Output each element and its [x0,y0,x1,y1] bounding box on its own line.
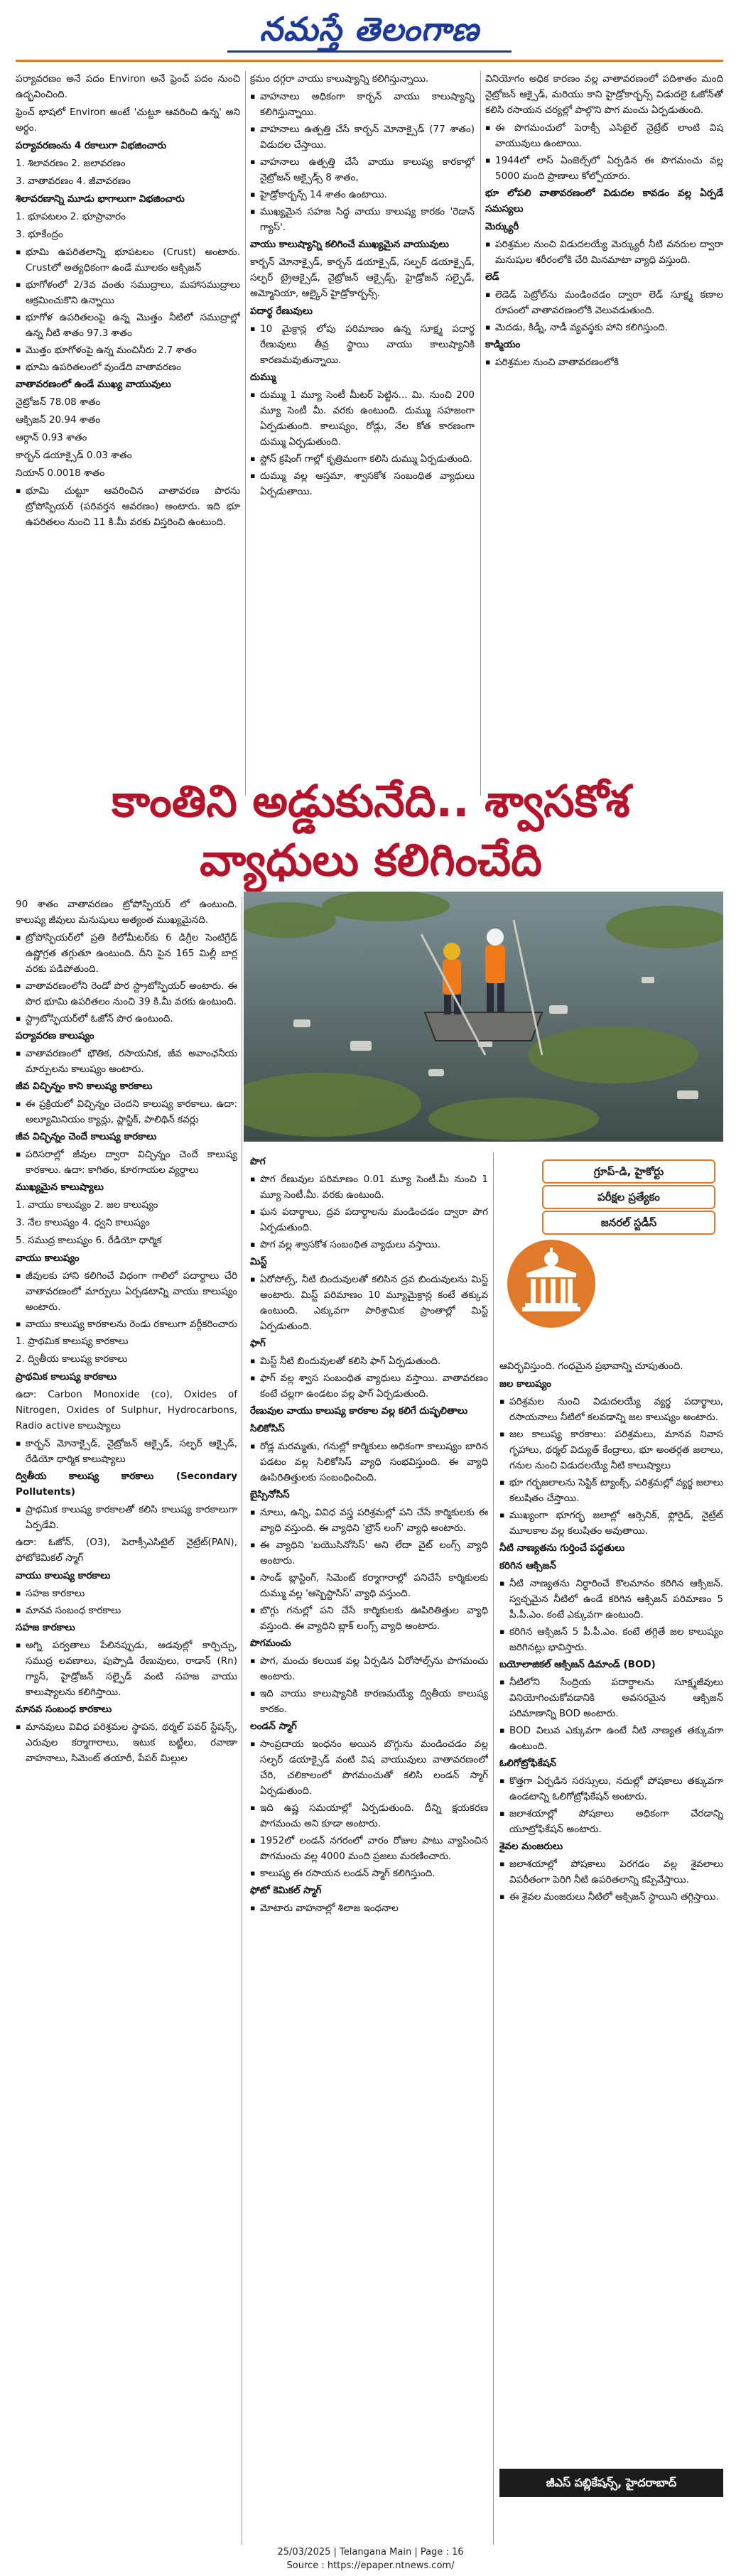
bullet-item: ▪ నూలు, ఉన్ని, వివిధ వస్త్ర పరిశ్రమల్లో పని చేసే కార్మికులకు ఈ వ్యాధి వస్తుంది. ఈ వ్యాధిని 'బ్రౌన్ లంగ్' వ్యాధి అంటారు. [250,1505,488,1536]
photo-illustration [244,892,723,1142]
bullet-item: ▪ వాతావరణంలోని రెండో పొర స్ట్రాటోస్ఫియర్ అంటారు. ఈ పొర భూమి ఉపరితలం నుంచి 39 కి.మీ వరకు ఉంటుంది. [16,978,237,1010]
bullet-item: ▪ భూగోళంలో 2/3వ వంతు సముద్రాలు, మహాసముద్రాలు ఆక్రమించుకొని ఉన్నాయి [16,277,240,308]
paragraph: క్రమం దగ్గరా వాయు కాలుష్యాన్ని కలిగిస్తున్నాయి. [250,73,429,85]
column-divider [480,71,481,796]
headline-line-1: కాంతిని అడ్డుకునేది.. శ్వాసకోశ [112,775,630,827]
section-heading: లెడ్ [485,271,499,283]
section-heading: పొగ [250,1156,266,1167]
bullet-item: ▪ భూమి చుట్టూ ఆవరించిన వాతావరణ పొరను ట్రోపోస్ఫియర్ (పరివర్తన ఆవరణం) అంటారు. ఇది భూ ఉపరితలం నుంచి 11 కి.మీ వరకు విస్తరించి ఉంటుంది. [16,483,240,530]
bullet-item: ▪ ఇది ఉష్ణ సమయాల్లో ఏర్పడుతుంది. దీన్ని క్షయకరణ పొగమంచు అని కూడా అంటారు. [250,1800,488,1831]
bullet-item: ▪ భూగోళ ఉపరితలంపై ఉన్న మొత్తం నీటిలో సముద్రాల్లో ఉన్న నీటి శాతం 97.3 శాతం [16,310,240,341]
section-heading: మానవ సంబంధ కారకాలు [16,1704,112,1715]
bullet-item: ▪ స్ట్రాటోస్ఫియర్‌లో ఓజోన్ పొర ఉంటుంది. [16,1011,237,1027]
bullet-item: ▪ ఇది వాయు కాలుష్యానికి కారణమయ్యే ద్వితీయ కాలుష్య కారకం. [250,1686,488,1717]
section-heading: జీవ విచ్ఛిన్నం కాని కాలుష్య కారకాలు [16,1081,153,1092]
bullet-item: ▪ జల కాలుష్య కారకాలు: పరిశ్రమలు, మానవ నివాస గృహాలు, థర్మల్ విద్యుత్ కేంద్రాలు, భూ అంతర్గత జలాలు, గనుల నుంచి విడుదలయ్యే నీటి కాలుష్యాలు [499,1427,723,1473]
masthead-rule [227,50,512,53]
paragraph: ఆవిర్భవిస్తుంది. గంధమైన ప్రభావాన్ని చూపుతుంది. [499,1360,683,1372]
badge-special: పరీక్షల ప్రత్యేకం [542,1185,715,1209]
bullet-item: ▪ మొత్తం భూగోళంపై ఉన్న మంచినీరు 2.7 శాతం [16,342,240,358]
badge-topic: జనరల్ స్టడీస్ [542,1211,715,1235]
bullet-item: ▪ ఈ వ్యాధిని 'బయొసినోసిస్' అని లేదా వైట్ లంగ్స్ వ్యాధి అంటారు. [250,1537,488,1569]
section-heading: జల కాలుష్యం [499,1378,551,1390]
bullet-item: ▪ జలాశయాల్లో పోషకాలు అధికంగా చేరడాన్ని యూట్రోఫికేషన్ అంటారు. [499,1806,723,1837]
headline-line-2: వ్యాధులు కలిగించేది [200,834,542,886]
section-heading: వాతావరణంలో ఉండే ముఖ్య వాయువులు [16,379,171,390]
bullet-item: ▪ బొగ్గు గనుల్లో పని చేసే కార్మికులకు ఊపిరితిత్తుల వ్యాధి వస్తుంది. ఈ వ్యాధిని బ్లాక్ లంగ్స్ వ్యాధి అంటారు. [250,1603,488,1634]
column-2-top [250,71,475,799]
bullet-item: ▪ పొగ రేణువుల పరిమాణం 0.01 మ్యూ సెంటీ.మీ నుంచి 1 మ్యూ సెంటీ.మీ. వరకు ఉంటుంది. [250,1171,488,1203]
section-heading: రేణువుల వాయు కాలుష్య కారకాల వల్ల కలిగే దుష్ఫలితాలు [250,1405,468,1417]
bullet-item: ▪ మానవ సంబంధ కారకాలు [16,1603,237,1618]
bullet-item: ▪ పరిశ్రమల నుంచి వాతావరణంలోకి [485,355,723,370]
paragraph: నైట్రోజన్ 78.08 శాతం [16,396,101,408]
bullet-item: ▪ 1952లో లండన్ నగరంలో వారం రోజుల పాటు వ్యాపించిన పొగమంచు వల్ల 4000 మంది ప్రజలు మరణించారు. [250,1833,488,1864]
bullet-item: ▪ సాండ్ బ్లాస్టింగ్, సిమెంట్ కర్మాగారాల్లో పనిచేసే కార్మికులకు దుమ్ము వల్ల 'ఆస్బెస్టాసిస్' వ్యాధి వస్తుంది. [250,1570,488,1601]
paragraph: ఉదా: Carbon Monoxide (co), Oxides of Nitrogen, Oxides of Sulphur, Hydrocarbons, Radio active కాలుష్యాలు [16,1389,237,1432]
section-heading: పర్యావరణంను 4 రకాలుగా విభజించారు [16,140,167,151]
bullet-item: ▪ పరిశ్రమల నుంచి విడుదలయ్యే మెర్క్యురీ నీటి వనరుల ద్వారా మనుషుల శరీరంలోకి చేరి మినమాటా వ్యాధి వస్తుంది. [485,237,723,268]
bullet-item: ▪ హైడ్రోకార్బన్స్ 14 శాతం ఉంటాయి. [250,187,475,202]
bullet-item: ▪ లెడెడ్ పెట్రోల్‌ను మండించడం ద్వారా లెడ్ సూక్ష్మ కణాల రూపంలో వాతావరణంలోకి వెలువడుతుంది. [485,287,723,318]
column-divider [245,71,246,796]
bullet-item: ▪ నీటి నాణ్యతను నిర్ధారించే కొలమానం కరిగిన ఆక్సిజన్. స్వచ్ఛమైన నీటిలో ఉండే కరిగిన ఆక్సిజన్ పరిమాణం 5 పీ.పీ.ఎం. కంటే ఎక్కువగా ఉంటుంది. [499,1576,723,1623]
paragraph: కార్బన్ మోనాక్సైడ్, కార్బన్ డయాక్సైడ్, సల్ఫర్ డయాక్సైడ్, సల్ఫర్ ట్రైఆక్సైడ్, నైట్రోజన్ ఆక్సైడ్స్, హైడ్రోజన్ సల్ఫైడ్, అమ్మోనియా, ఆల్కైన్ హైడ్రోకార్బన్స్. [250,256,475,299]
bullet-item: ▪ జీవులకు హాని కలిగించే విధంగా గాలిలో పదార్థాలు చేరి వాతావరణంలో మార్పులు ఏర్పడటాన్ని వాయు కాలుష్యం అంటారు. [16,1268,237,1315]
paragraph: 5. సముద్ర కాలుష్యం 6. రేడియో ధార్మిక [16,1235,162,1246]
paragraph: 2. ద్వితీయ కాలుష్య కారకాలు [16,1353,128,1365]
section-heading: శైవల మంజరులు [499,1841,563,1852]
section-heading: దుమ్ము [250,372,276,383]
bullet-item: ▪ వాయు కాలుష్య కారకాలను రెండు రకాలుగా వర్గీకరించారు [16,1316,237,1332]
footer-source: Source : https://epaper.ntnews.com/ [286,2560,455,2571]
paragraph: వినియోగం అధిక కారణం వల్ల వాతావరణంలో పదిశాతం మంది నైట్రోజన్ ఆక్సైడ్, మరియు కాని హైడ్రోకార్బన్స్ విడుదలై ఓజోన్‌తో కలిసి రసాయన చర్యల్లో పాల్గొని పొగ మంచు ఏర్పడుతుంది. [485,73,723,116]
bullet-item: ▪ పొగ వల్ల శ్వాసకోశ సంబంధిత వ్యాధులు వస్తాయి. [250,1237,488,1252]
bullet-item: ▪ కాలుష్య ఈ రసాయన లండన్ స్మాగ్ కలిగిస్తుంది. [250,1866,488,1881]
bullet-item: ▪ ముఖ్యమైన సహజ సిద్ధ వాయు కాలుష్య కారకం 'రెడాన్ గ్యాస్'. [250,204,475,235]
section-heading: పొగమంచు [250,1638,291,1649]
paragraph: ఆక్సిజన్ 20.94 శాతం [16,414,101,426]
paragraph: 1. ప్రాథమిక కాలుష్య కారకాలు [16,1336,129,1347]
top-rule [16,60,723,62]
section-heading: వాయు కాలుష్య కారకాలు [16,1570,111,1581]
section-heading: భూ లోపలి వాతావరణంలో విడుదల కావడం వల్ల ఏర్పడే సమస్యలు [485,188,723,215]
badge-group: గ్రూప్-డి, హైకోర్టు [542,1159,715,1184]
bullet-item: ▪ దుమ్ము 1 మ్యూ సెంటీ మీటర్ పెట్టిన... మి. నుంచి 200 మ్యూ సెంటీ మీ. వరకు ఉంటుంది. దుమ్ము సహజంగా ఏర్పడుతుంది. కాలుష్యం, రోడ్లు, నేల కోత కారణంగా దుమ్ము ఏర్పడుతుంది. [250,387,475,450]
bullet-item: ▪ ఈ ప్రక్రియలో విచ్ఛిన్నం చెందని కాలుష్య కారకాలు. ఉదా: అల్యూమినియం క్యాన్లు, ప్లాస్టిక్, పాలిథిన్ కవర్లు [16,1096,237,1127]
section-heading: ఫాగ్ [250,1338,266,1349]
bullet-item: ▪ BOD విలువ ఎక్కువగా ఉంటే నీటి నాణ్యత తక్కువగా ఉంటుంది. [499,1723,723,1754]
paragraph: ఉదా: ఓజోన్, (O3), పెరాక్సీఎసిటైల్ నైట్రేట్(PAN), ఫోటోకెమికల్ స్మాగ్ [16,1537,237,1564]
bullet-item: ▪ వాతావరణంలో భౌతిక, రసాయనిక, జీవ అవాంఛనీయ మార్పులను కాలుష్యం అంటారు. [16,1046,237,1077]
bullet-item: ▪ ఈ పొగమంచులో పెరాక్సీ ఎసిటైల్ నైట్రేట్ లాంటి విష వాయువులు ఉంటాయి. [485,120,723,151]
bullet-item: ▪ ముఖ్యంగా భూగర్భ జలాల్లో ఆర్సెనిక్, ఫ్లోరైడ్, నైట్రేట్ మూలకాల వల్ల కలుషితం అవుతాయి. [499,1508,723,1539]
paragraph: కార్బన్ డయాక్సైడ్ 0.03 శాతం [16,450,132,461]
bullet-item: ▪ కరిగిన ఆక్సిజన్ 5 పీ.పీ.ఎం. కంటే తగ్గితే జల కాలుష్యం జరిగినట్లు భావిస్తారు. [499,1624,723,1655]
section-heading: ద్వితీయ కాలుష్య కారకాలు (Secondary Pollutents) [16,1471,237,1498]
bullet-item: ▪ భూమి ఉపరితలంలో వుండేది వాతావరణం [16,359,240,375]
bullet-item: ▪ జలాశయాల్లో పోషకాలు పెరగడం వల్ల శైవలాలు విపరీతంగా పెరిగి నీటి ఉపరితలాన్ని కప్పివేస్తాయి. [499,1856,723,1888]
bullet-item: ▪ పరిసరాల్లో జీవుల ద్వారా విచ్ఛిన్నం చెందే కాలుష్య కారకాలు. ఉదా: కాగితం, కూరగాయల వ్యర్థాలు [16,1147,237,1178]
section-heading: వాయు కాలుష్యాన్ని కలిగించే ముఖ్యమైన వాయువులు [250,239,449,250]
bullet-item: ▪ ట్రోపోస్ఫియర్‌లో ప్రతి కిలోమీటర్‌కు 6 డిగ్రీల సెంటిగ్రేడ్ ఉష్ణోగ్రత తగ్గుతూ ఉంటుంది. దీని పైన 165 మిల్లీ బార్ల వరకు పడిపోతుంది. [16,930,237,977]
section-heading: ప్రాథమిక కాలుష్య కారకాలు [16,1371,117,1382]
government-building-icon [505,1238,597,1330]
bullet-item: ▪ కార్బన్ మోనాక్సైడ్, నైట్రోజన్ ఆక్సైడ్, సల్ఫర్ ఆక్సైడ్, రేడియో ధార్మిక కాలుష్యాలు [16,1436,237,1467]
publisher-signature: జీఎస్ పబ్లికేషన్స్, హైదరాబాద్ [499,2469,723,2497]
column-divider [493,1152,494,2545]
bullet-item: ▪ మోటారు వాహనాల్లో శిలాజ ఇంధనాల [250,1900,488,1916]
exam-special-box [499,1152,723,1353]
masthead-title: నమస్తే తెలంగాణ [259,10,480,48]
bullet-item: ▪ వాహనాలు ఉత్పత్తి చేసే కార్బన్ మోనాక్సైడ్ (77 శాతం) విడుదల చేస్తాయి. [250,121,475,153]
section-heading: వాయు కాలుష్యం [16,1252,80,1264]
bullet-item: ▪ అగ్ని పర్వతాలు పేలినప్పుడు, అడవుల్లో కార్చిచ్చు, సముద్ర లవణాలు, పుప్పొడి రేణువులు, రాడాన్ (Rn) గ్యాస్, హైడ్రోజన్ సల్ఫైడ్ వంటి సహజ వాయు కాలుష్యాలను కలిగిస్తాయి. [16,1638,237,1700]
section-heading: కాడ్మియం [485,339,521,350]
section-heading: సహజ కారకాలు [16,1622,75,1633]
section-heading: మెర్క్యురీ [485,221,519,232]
section-heading: ఫోటో కెమికల్ స్మాగ్ [250,1885,322,1896]
column-1-top [16,71,240,799]
section-heading: కరిగిన ఆక్సిజన్ [499,1560,556,1571]
paragraph: ఫ్రెంచ్ భాషలో Environ అంటే 'చుట్టూ ఆవరించి ఉన్న' అని అర్థం. [16,107,240,134]
section-heading: సిలికోసిస్ [250,1423,285,1434]
bullet-item: ▪ మానవులు వివిధ పరిశ్రమల స్థాపన, థర్మల్ పవర్ స్టేషన్స్, ఎరువుల కర్మాగారాలు, ఇటుక బట్టీలు, రవాణా వాహనాలు, సిమెంట్ తయారీ, పేపర్ మిల్లుల [16,1719,237,1766]
paragraph: 3. నేల కాలుష్యం 4. ధ్వని కాలుష్యం [16,1217,150,1228]
bullet-item: ▪ పరిశ్రమల నుంచి విడుదలయ్యే వ్యర్థ పదార్థాలు, రసాయనాలు నీటిలో కలవడాన్ని జల కాలుష్యం అంటారు. [499,1394,723,1425]
section-heading: పదార్థ రేణువులు [250,305,313,317]
section-heading: పర్యావరణ కాలుష్యం [16,1030,94,1041]
bullet-item: ▪ ఏరోసోల్స్, నీటి బిందువులతో కలిసిన ద్రవ బిందువులను మిస్ట్ అంటారు. మిస్ట్ పరిమాణం 10 మ్యూమైక్రాన్ల కంటే తక్కువ ఉంటుంది. ఎక్కువగా పారిశ్రామిక ప్రాంతాల్లో మిస్ట్ ఏర్పడుతుంది. [250,1272,488,1334]
paragraph: 1. భూపటలం 2. భూప్రావారం [16,211,126,222]
column-2-bottom [250,1152,488,2545]
bullet-item: ▪ ప్రాథమిక కాలుష్య కారకాలతో కలిసి కాలుష్య కారకాలుగా ఏర్పడేవి. [16,1502,237,1533]
bullet-item: ▪ సహజ కారకాలు [16,1586,237,1601]
section-heading: ఓలిగోట్రోఫికేషన్ [499,1758,556,1769]
bullet-item: ▪ స్టోన్ క్రషింగ్ గాల్లో కృత్రిమంగా కలిసి దుమ్ము ఏర్పడుతుంది. [250,451,475,467]
paragraph: 1. వాయు కాలుష్యం 2. జల కాలుష్యం [16,1199,158,1211]
masthead [227,4,512,54]
bullet-item: ▪ కొత్తగా ఏర్పడిన సరస్సులు, నదుల్లో పోషకాలు తక్కువగా ఉండటాన్ని ఓలిగోట్రోఫికేషన్ అంటారు. [499,1773,723,1804]
section-heading: నీటి నాణ్యతను గుర్తించే పద్ధతులు [499,1542,625,1554]
photo-polluted-water-cleaning [244,892,723,1142]
column-3-bottom [499,1358,723,2463]
bullet-item: ▪ ఘన పదార్థాలు, ద్రవ పదార్థాలను మండించడం ద్వారా పొగ ఏర్పడుతుంది. [250,1204,488,1235]
bullet-item: ▪ మిస్ట్ నీటి బిందువులతో కలిసి ఫాగ్ ఏర్పడుతుంది. [250,1353,488,1369]
bullet-item: ▪ ఈ శైవల మంజరులు నీటిలో ఆక్సిజన్ స్థాయిని తగ్గిస్తాయి. [499,1889,723,1905]
bullet-item: ▪ నీటిలోని సేంద్రియ పదార్థాలను సూక్ష్మజీవులు వినియోగించుకోవడానికి అవసరమైన ఆక్సిజన్ పరిమాణాన్ని BOD అంటారు. [499,1674,723,1721]
paragraph: 90 శాతం వాతావరణం ట్రోపోస్ఫియర్ లో ఉంటుంది. కాలుష్య జీవులు మనుషులు అత్యంత ముఖ్యమైనది. [16,899,237,926]
section-heading: జీవ విచ్ఛిన్నం చెందే కాలుష్య కారకాలు [16,1131,157,1142]
bullet-item: ▪ మెదడు, కిడ్నీ, నాడీ వ్యవస్థకు హాని కలిగిస్తుంది. [485,320,723,335]
bullet-item: ▪ భూమి ఉపరితలాన్ని భూపటలం (Crust) అంటారు. Crustలో అత్యధికంగా ఉండే మూలకం ఆక్సిజన్ [16,244,240,276]
bullet-item: ▪ పొగ, మంచు కలయిక వల్ల ఏర్పడిన ఏరోసోల్స్‌ను పొగమంచు అంటారు. [250,1653,488,1684]
paragraph: 3. భూకేంద్రం [16,229,63,240]
paragraph: నియాన్ 0.0018 శాతం [16,467,105,479]
section-heading: బైస్సినోసిస్ [250,1489,290,1500]
bullet-item: ▪ రోడ్ల మరమ్మతు, గనుల్లో కార్మికులు అధికంగా కాలుష్యం బారిన పడటం వల్ల సిలికోసిస్ వ్యాధి సంభవిస్తుంది. ఈ వ్యాధి ఊపిరితిత్తులకు సంబంధించింది. [250,1439,488,1485]
column-1-bottom [16,897,237,2545]
bullet-item: ▪ 10 మైక్రాన్ల లోపు పరిమాణం ఉన్న సూక్ష్మ పదార్థ రేణువులు తీవ్ర స్థాయి వాయు కాలుష్యానికి కారణమవుతున్నాయి. [250,321,475,368]
column-3-top [485,71,723,799]
bullet-item: ▪ దుమ్ము వల్ల ఆస్తమా, శ్వాసకోశ సంబంధిత వ్యాధులు ఏర్పడుతాయి. [250,468,475,499]
bullet-item: ▪ వాహనాలు ఉత్పత్తి చేసే వాయు కాలుష్య కారకాల్లో నైట్రోజన్ ఆక్సైడ్స్ 8 శాతం, [250,154,475,185]
bullet-item: ▪ వాహనాలు అధికంగా కార్బన్ వాయు కాలుష్యాన్ని కలిగిస్తున్నాయి. [250,89,475,120]
paragraph: 3. వాతావరణం 4. జీవావరణం [16,175,131,187]
bullet-item: ▪ సాంప్రదాయ ఇంధనం అయిన బొగ్గును మండించడం వల్ల సల్ఫర్ డయాక్సైడ్ వంటి విష వాయువులు వాతావరణంలో చేరి, చలికాలంలో పొగమంచుతో కలిసి లండన్ స్మాగ్ ఏర్పడుతుంది. [250,1736,488,1799]
section-heading: శిలావరణాన్ని మూడు భాగాలుగా విభజించారు [16,193,185,205]
bullet-item: ▪ ఫాగ్ వల్ల శ్వాస సంబంధిత వ్యాధులు వస్తాయి. వాతావరణం కంటే చల్లగా ఉండటం వల్ల ఫాగ్ ఏర్పడుతుంది. [250,1370,488,1402]
section-heading: మిస్ట్ [250,1256,267,1267]
paragraph: ఆర్గాన్ 0.93 శాతం [16,432,87,443]
section-heading: బయోలాజికల్ ఆక్సిజన్ డిమాండ్ (BOD) [499,1659,656,1670]
paragraph: 1. శిలావరణం 2. జలావరణం [16,158,126,169]
bullet-item: ▪ భూ గర్భజలాలను సెప్టిక్ ట్యాంక్స్, పరిశ్రమల్లో వ్యర్థ జలాలు కలుషితం చేస్తాయి. [499,1475,723,1506]
bullet-item: ▪ 1944లో లాస్ ఏంజెల్స్‌లో ఏర్పడిన ఈ పొగమంచు వల్ల 5000 మంది ప్రాణాలు కోల్పోయారు. [485,153,723,184]
paragraph: పర్యావరణం అనే పదం Environ అనే ఫ్రెంచ్ పదం నుంచి ఉద్భవించింది. [16,73,240,100]
section-heading: లండన్ స్మాగ్ [250,1721,297,1732]
footer-date-page: 25/03/2025 | Telangana Main | Page : 16 [277,2547,464,2558]
section-heading: ముఖ్యమైన కాలుష్యాలు [16,1181,104,1193]
